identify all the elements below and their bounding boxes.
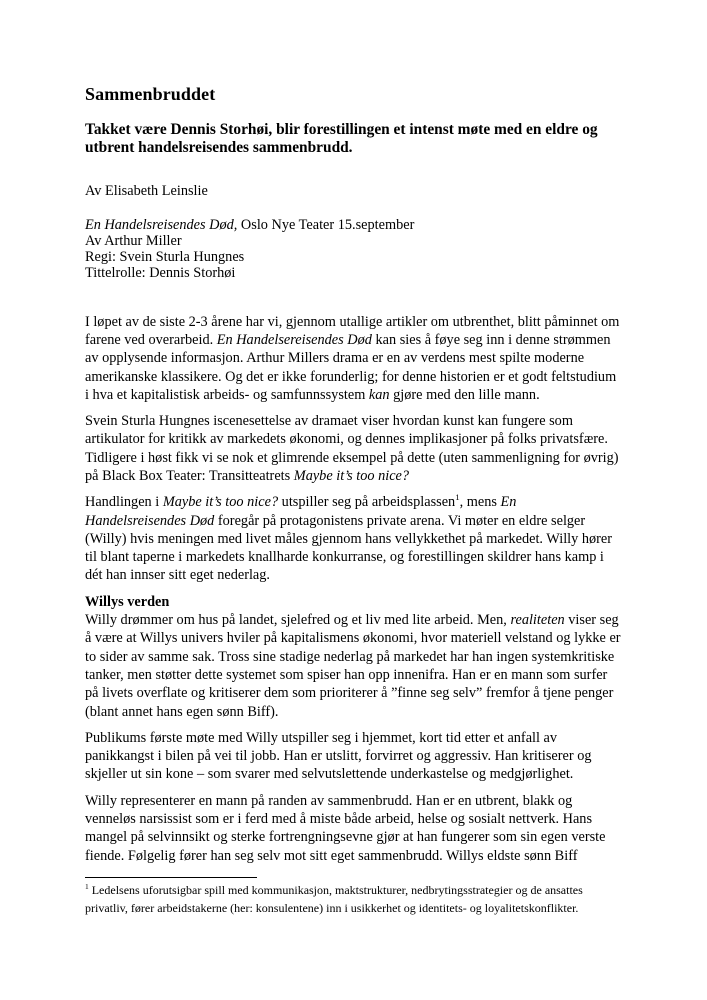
text-run: Oslo Nye Teater 15.september — [237, 216, 415, 233]
text-run: Svein Sturla Hungnes iscenesettelse av dramaet viser hvordan kunst kan fungere som artikulator for kritikk av markedets økonomi, og dennes implikasjoner på folks privatsfære. Tidligere i høst fikk vi se nok et glimrende eksempel på dette (uten sammenligning for øvrig) på Black Box Teater: Transitteatrets — [85, 413, 619, 484]
text-run: Willy representerer en mann på randen av sammenbrudd. Han er en utbrent, blakk og venneløs narsissist som er i ferd med å miste både arbeid, helse og sosialt nettverk. Hans mangel på selvinnsikt og sterke fortrengningsevne gjør at han fungerer som sin egen verste fiende. Følgelig fører han seg selv mot sitt eget sammenbrudd. Willys eldste sønn Biff — [85, 792, 606, 864]
footnote-text — [85, 878, 621, 918]
footnote-marker: 1 — [85, 881, 89, 891]
text-run: foregår på protagonistens private arena. Vi møter en eldre selger (Willy) hvis meningen med livet måles gjennom hans vellykkethet på markedet. Willy hører til blant taperne i markedets knallharde konkurranse, og forestillingen skildrer hans kamp i dét han innser sitt eget nederlag. — [85, 512, 613, 584]
text-run: Publikums første møte med Willy utspiller seg i hjemmet, kort tid etter et anfall av panikkangst i bilen på vei til jobb. Han er utslitt, forvirret og aggressiv. Han kritiserer og skjeller ut sin kone – som svarer med selvutslettende underkastelse og medgjørlighet. — [85, 729, 592, 783]
text-run: , mens — [459, 494, 501, 511]
section-heading — [85, 593, 621, 611]
text-run: Willys verden — [85, 593, 170, 610]
paragraph — [85, 729, 621, 784]
italic-text: En Handelsreisendes Død, — [85, 216, 238, 233]
italic-text: En Handelsreisendes Død — [85, 494, 517, 529]
article-body — [85, 313, 621, 865]
paragraph — [85, 493, 621, 584]
production-info — [85, 217, 621, 282]
italic-text: Maybe it’s too nice? — [293, 467, 410, 484]
text-run: Willy drømmer om hus på landet, sjelefred og et liv med lite arbeid. Men, — [85, 612, 511, 629]
text-run: Handlingen i — [85, 494, 163, 511]
text-run: kan sies å føye seg inn i denne strømmen av opplysende informasjon. Arthur Millers drama er en av verdens mest spilte moderne amerikanske klassikere. Og det er ikke forunderlig; for denne historien er et godt feltstudium i hva et kapitalistisk arbeids- og samfunnssystem — [85, 331, 617, 403]
italic-text: realiteten — [510, 612, 565, 629]
production-author-line: Av Arthur Miller — [85, 233, 182, 249]
article-title: Sammenbruddet — [85, 84, 216, 104]
paragraph — [85, 792, 621, 865]
italic-text: Maybe it’s too nice? — [162, 494, 279, 511]
production-director-line: Regi: Svein Sturla Hungnes — [85, 249, 245, 266]
text-run: viser seg å være at Willys univers hviler på kapitalismens økonomi, hvor materiell velstand og lykke er to sider av samme sak. Tross sine stadige nederlag på markedet har han ingen systemkritiske tanker, men støtter dette systemet som spiser han opp innenifra. Han er en mann som surfer på livets overflate og kritiserer dem som prioriterer å ”finne seg selv” fremfor å tjene penger (blant annet hans egen sønn Biff). — [85, 612, 621, 720]
paragraph — [85, 313, 621, 404]
text-run: utspiller seg på arbeidsplassen — [278, 494, 456, 511]
text-run: I løpet av de siste 2-3 årene har vi, gjennom utallige artikler om utbrenthet, blitt påminnet om farene ved overarbeid. — [85, 313, 620, 348]
production-work-line — [85, 217, 621, 233]
article-byline: Av Elisabeth Leinslie — [85, 182, 208, 199]
paragraph — [85, 611, 621, 721]
paragraph — [85, 412, 621, 485]
text-run: Ledelsens uforutsigbar spill med kommunikasjon, maktstrukturer, nedbrytingsstrategier og de ansattes privatliv, fører arbeidstakerne (her: konsulentene) inn i usikkerhet og identitets- og loyalitetskonflikter. — [85, 882, 583, 916]
production-titlerole-line: Tittelrolle: Dennis Storhøi — [85, 265, 236, 282]
italic-text: En Handelsereisendes Død — [216, 331, 372, 348]
text-run: gjøre med den lille mann. — [389, 386, 540, 403]
article-lede: Takket være Dennis Storhøi, blir forestillingen et intenst møte med en eldre og utbrent handelsreisendes sammenbrudd. — [85, 121, 598, 156]
italic-text: kan — [368, 386, 390, 403]
footnote-marker: 1 — [455, 492, 460, 503]
